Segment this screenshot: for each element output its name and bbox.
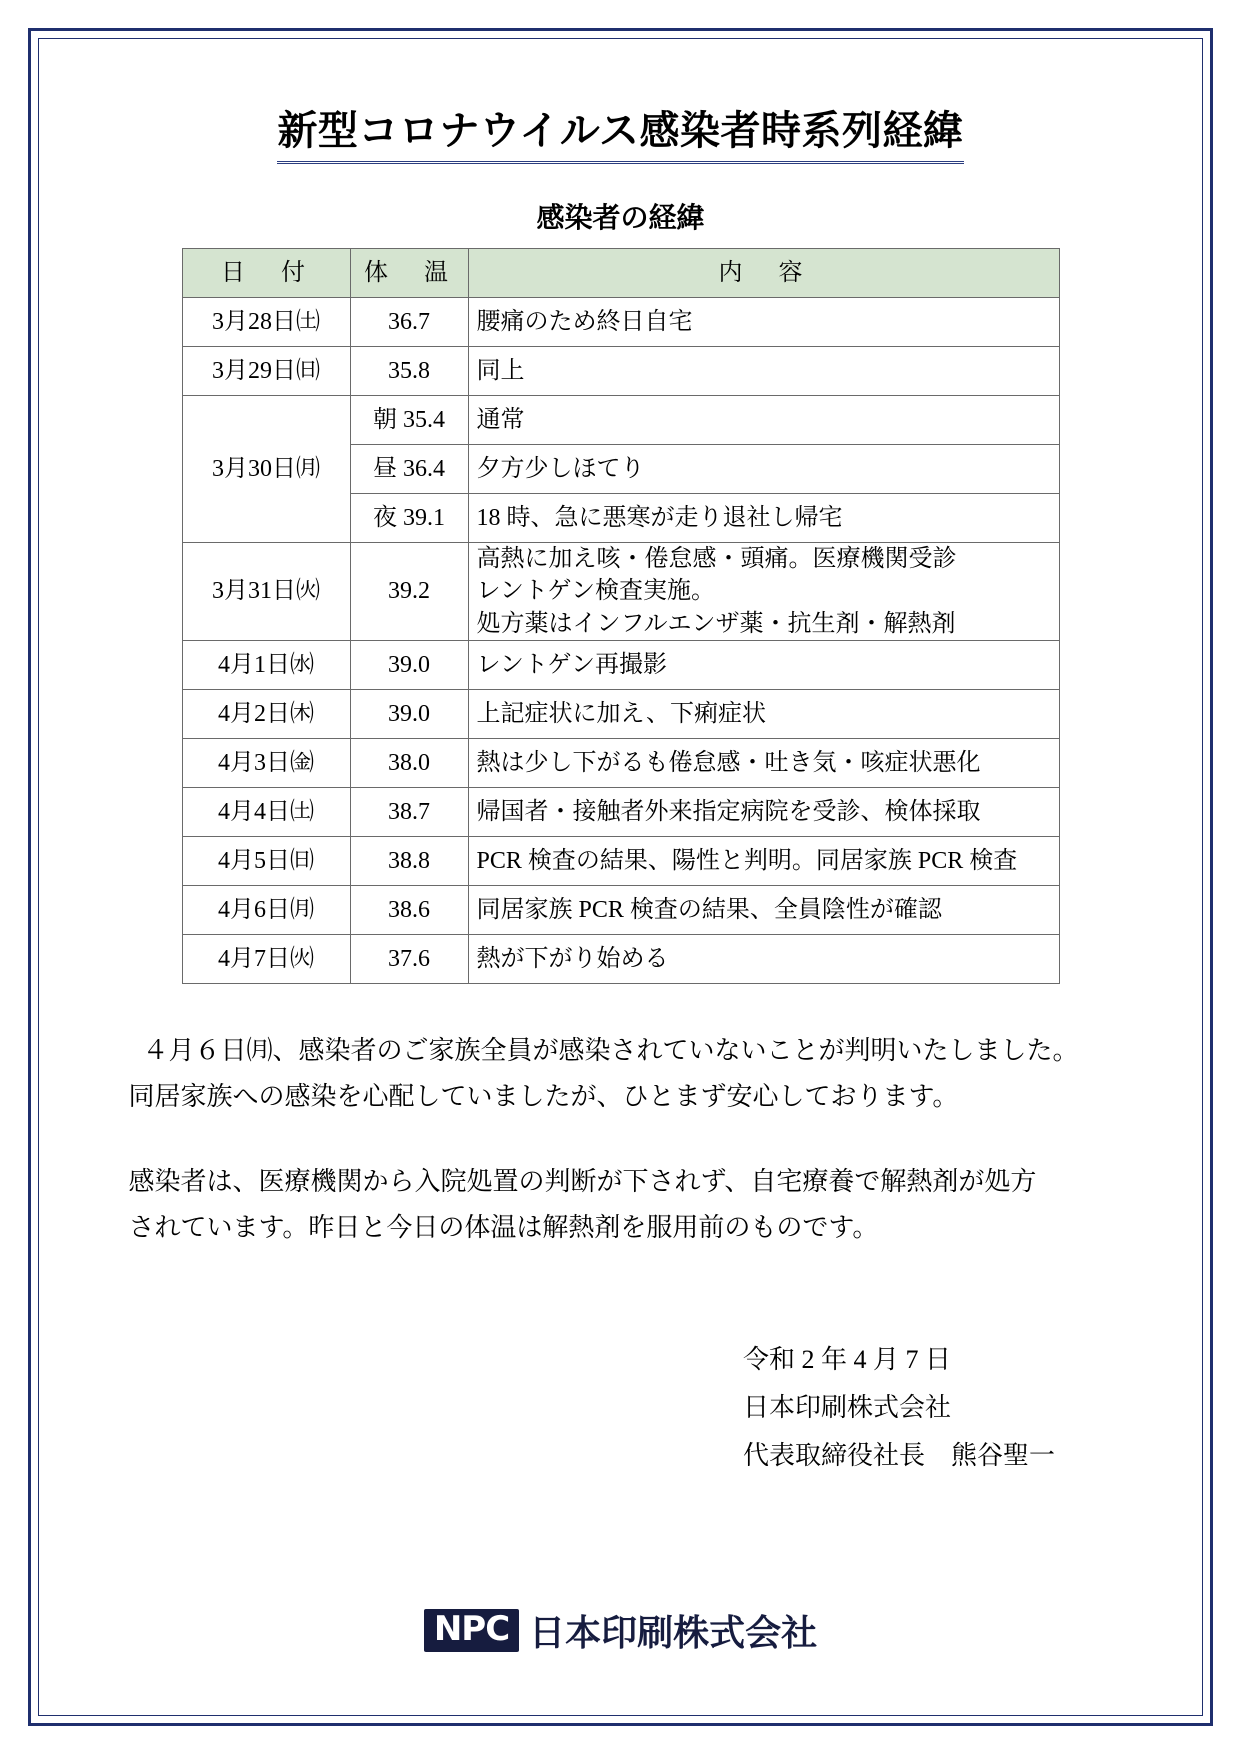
cell-date: 4月2日㈭ bbox=[182, 690, 350, 739]
cell-date: 3月29日㈰ bbox=[182, 347, 350, 396]
cell-temperature: 38.8 bbox=[350, 837, 468, 886]
cell-date: 4月7日㈫ bbox=[182, 935, 350, 984]
column-header-content: 内 容 bbox=[468, 249, 1059, 298]
table-row bbox=[182, 298, 1059, 347]
cell-temperature: 38.6 bbox=[350, 886, 468, 935]
logo-company-name: 日本印刷株式会社 bbox=[529, 1613, 818, 1654]
page-title: 新型コロナウイルス感染者時系列経緯 bbox=[277, 106, 963, 164]
cell-content: レントゲン再撮影 bbox=[468, 641, 1059, 690]
cell-content: 熱は少し下がるも倦怠感・吐き気・咳症状悪化 bbox=[468, 739, 1059, 788]
cell-date: 3月28日㈯ bbox=[182, 298, 350, 347]
table-row bbox=[182, 739, 1059, 788]
cell-date: 4月6日㈪ bbox=[182, 886, 350, 935]
cell-content: 腰痛のため終日自宅 bbox=[468, 298, 1059, 347]
cell-date: 4月1日㈬ bbox=[182, 641, 350, 690]
paragraph-treatment bbox=[129, 1159, 1121, 1250]
section-subtitle: 感染者の経緯 bbox=[536, 201, 705, 234]
cell-temperature: 39.2 bbox=[350, 543, 468, 641]
footer-logo bbox=[0, 1605, 1241, 1656]
cell-content: PCR 検査の結果、陽性と判明。同居家族 PCR 検査 bbox=[468, 837, 1059, 886]
table-row bbox=[182, 886, 1059, 935]
cell-date: 3月31日㈫ bbox=[182, 543, 350, 641]
table-row bbox=[182, 396, 1059, 445]
table-row bbox=[182, 935, 1059, 984]
cell-temperature: 朝 35.4 bbox=[350, 396, 468, 445]
paragraph-family-result bbox=[129, 1028, 1121, 1119]
paragraph-line: 同居家族への感染を心配していましたが、ひとまず安心しております。 bbox=[128, 1081, 959, 1111]
cell-content: 18 時、急に悪寒が走り退社し帰宅 bbox=[468, 494, 1059, 543]
cell-content: 通常 bbox=[468, 396, 1059, 445]
column-header-temperature: 体 温 bbox=[350, 249, 468, 298]
npc-logo-icon: NPC bbox=[424, 1609, 519, 1652]
cell-content bbox=[468, 543, 1059, 641]
cell-content: 上記症状に加え、下痢症状 bbox=[468, 690, 1059, 739]
document-content bbox=[60, 60, 1181, 1480]
cell-temperature: 夜 39.1 bbox=[350, 494, 468, 543]
spacer bbox=[129, 1119, 1121, 1159]
cell-temperature: 35.8 bbox=[350, 347, 468, 396]
table-row bbox=[182, 347, 1059, 396]
cell-content: 同居家族 PCR 検査の結果、全員陰性が確認 bbox=[468, 886, 1059, 935]
cell-content-line: レントゲン検査実施。 bbox=[476, 578, 715, 605]
table-row bbox=[182, 641, 1059, 690]
cell-date-merged: 3月30日㈪ bbox=[182, 396, 350, 543]
cell-temperature: 39.0 bbox=[350, 641, 468, 690]
cell-temperature: 38.0 bbox=[350, 739, 468, 788]
signature-date: 令和 2 年 4 月 7 日 bbox=[742, 1345, 951, 1375]
cell-content-line: 処方薬はインフルエンザ薬・抗生剤・解熱剤 bbox=[476, 610, 956, 637]
signature-block bbox=[60, 1336, 1181, 1480]
cell-date: 4月5日㈰ bbox=[182, 837, 350, 886]
title-container bbox=[60, 106, 1181, 164]
timeline-table bbox=[182, 248, 1060, 984]
cell-temperature: 昼 36.4 bbox=[350, 445, 468, 494]
table-header-row bbox=[182, 249, 1059, 298]
paragraph-line: 感染者は、医療機関から入院処置の判断が下されず、自宅療養で解熱剤が処方 bbox=[128, 1167, 1037, 1197]
cell-temperature: 39.0 bbox=[350, 690, 468, 739]
cell-content: 夕方少しほてり bbox=[468, 445, 1059, 494]
paragraph-line: されています。昨日と今日の体温は解熱剤を服用前のものです。 bbox=[128, 1212, 879, 1242]
cell-date: 4月3日㈮ bbox=[182, 739, 350, 788]
cell-content: 同上 bbox=[468, 347, 1059, 396]
table-row bbox=[182, 788, 1059, 837]
cell-content: 熱が下がり始める bbox=[468, 935, 1059, 984]
cell-content-line: 高熱に加え咳・倦怠感・頭痛。医療機関受診 bbox=[476, 546, 957, 572]
cell-temperature: 36.7 bbox=[350, 298, 468, 347]
logo-row bbox=[424, 1605, 817, 1656]
signature-inner bbox=[743, 1336, 1055, 1480]
cell-temperature: 38.7 bbox=[350, 788, 468, 837]
table-row bbox=[182, 543, 1059, 641]
table-row bbox=[182, 690, 1059, 739]
cell-temperature: 37.6 bbox=[350, 935, 468, 984]
signature-company: 日本印刷株式会社 bbox=[742, 1393, 951, 1423]
signature-representative: 代表取締役社長 熊谷聖一 bbox=[742, 1441, 1055, 1471]
paragraph-line: ４月６日㈪、感染者のご家族全員が感染されていないことが判明いたしました。 bbox=[142, 1036, 1079, 1066]
column-header-date: 日 付 bbox=[182, 249, 350, 298]
cell-date: 4月4日㈯ bbox=[182, 788, 350, 837]
spacer bbox=[60, 984, 1181, 1028]
table-row bbox=[182, 837, 1059, 886]
cell-content: 帰国者・接触者外来指定病院を受診、検体採取 bbox=[468, 788, 1059, 837]
body-text bbox=[121, 1028, 1121, 1250]
